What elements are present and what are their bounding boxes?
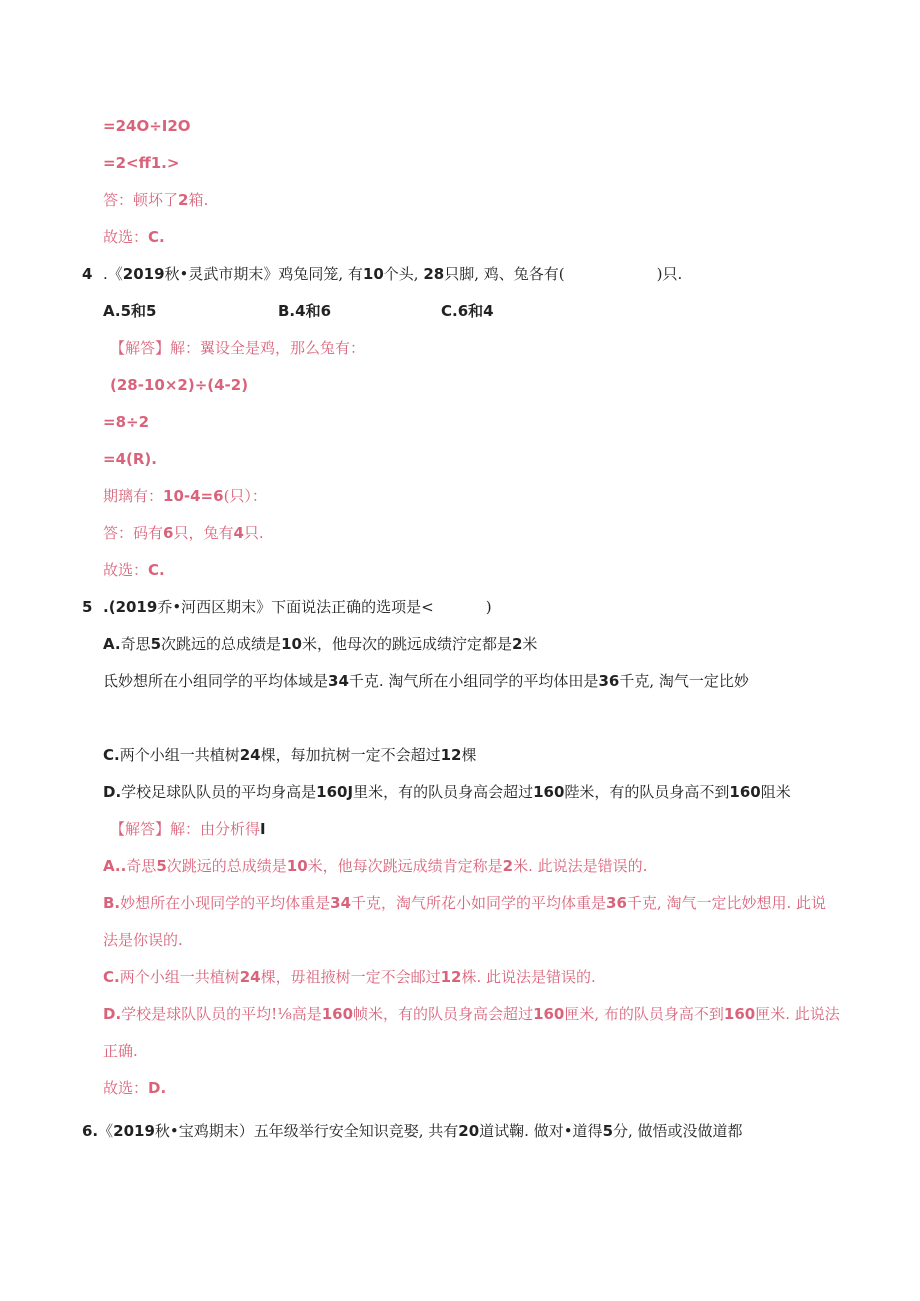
answer-unit: 箱. [188, 191, 209, 209]
q6-points: 5 [602, 1122, 613, 1140]
answer-line [103, 190, 208, 210]
q6-text-part: 《 [98, 1122, 114, 1140]
q6-year: 2019 [113, 1122, 155, 1140]
q4-text-part: 秋•灵武市期末》鸡兔同笼, 有 [164, 265, 363, 283]
q5-sol-num: 160 [533, 1005, 565, 1023]
q4-text-part: 只脚, 鸡、兔各有( [444, 265, 565, 283]
q5-solution-b [103, 893, 826, 913]
q4-answer-num: 6 [163, 524, 174, 542]
q5-opt-num: 10 [281, 635, 302, 653]
q4-year: 2019 [122, 265, 165, 283]
q5-sol-text: 米. 此说法是错误的. [513, 857, 648, 875]
q5-sol-letter: D. [103, 1005, 122, 1023]
q5-sol-text: 帧米，有的队员身高会超过 [353, 1005, 534, 1023]
q5-sol-text: 米，他每次跳远成绩肯定称是 [307, 857, 503, 875]
q5-opt-text: 阻米 [760, 783, 791, 801]
q4-text-part: .《 [103, 265, 123, 283]
q5-sol-text: 棵，毋祖掖树一定不会邮过 [260, 968, 441, 986]
q5-sol-text: 株. 此说法是错误的. [461, 968, 596, 986]
q5-solution-a [103, 856, 647, 876]
q5-opt-text: 奇思 [120, 635, 151, 653]
q4-answer-num: 4 [233, 524, 244, 542]
q4-choice-value: C. [148, 561, 165, 579]
question-4-number: 4 [82, 265, 93, 283]
q5-opt-text: 次跳远的总成绩是 [161, 635, 282, 653]
q4-answer-text: 只. [243, 524, 264, 542]
q5-sol-num: 36 [606, 894, 627, 912]
q4-solution-chickens [103, 486, 267, 506]
q4-answer-text: 只，兔有 [173, 524, 234, 542]
choice-label: 故选： [103, 228, 149, 246]
calc-line-2: =2<ff1.> [103, 154, 180, 172]
q5-sol-text: 学校是球队队员的平均!⅛高是 [121, 1005, 322, 1023]
q5-text-part: 乔•河西区期末》下面说法正确的选项是< [157, 598, 434, 616]
q5-opt-num: 160 [533, 783, 565, 801]
question-5-number: 5 [82, 598, 93, 616]
question-5-text [103, 597, 492, 617]
q5-solution-d [103, 1004, 840, 1024]
q5-opt-num: 36 [598, 672, 620, 690]
q5-opt-text: 米 [522, 635, 538, 653]
q5-opt-text: 千克. 淘气所在小组同学的平均体田是 [348, 672, 599, 690]
q5-sol-letter: B. [103, 894, 121, 912]
q5-solution-c [103, 967, 596, 987]
q4-answer-text: 答：码有 [103, 524, 164, 542]
choice-line [103, 227, 165, 247]
q5-opt-text: 里米，有的队员身高会超过 [353, 783, 534, 801]
choice-value: C. [148, 228, 165, 246]
q5-solution-d-cont: 正确. [103, 1042, 138, 1060]
q5-text-part: .( [103, 598, 116, 616]
calc-line-1: =24O÷I2O [103, 117, 191, 135]
q5-sol-num: 2 [502, 857, 514, 875]
q5-opt-num: 12 [440, 746, 462, 764]
q5-choice-label: 故选： [103, 1079, 149, 1097]
q5-sol-num: 5 [156, 857, 167, 875]
q5-sol-text: 千克, 淘气一定比妙想用. 此说 [626, 894, 826, 912]
q5-choice-value: D. [148, 1079, 167, 1097]
q6-text-part: 道试鞠. 做对•道得 [479, 1122, 603, 1140]
q4-feet: 28 [423, 265, 445, 283]
q5-solution-intro [110, 819, 266, 839]
question-4-text [103, 264, 682, 284]
answer-text: 答：顿坏了 [103, 191, 179, 209]
q5-opt-letter: C. [103, 746, 120, 764]
q4-sol-text: 期璃有： [103, 487, 164, 505]
q4-text-part: )只. [656, 265, 683, 283]
q5-sol-num: 12 [440, 968, 462, 986]
q4-heads: 10 [362, 265, 384, 283]
q5-opt-text: 棵，每加抗树一定不会超过 [260, 746, 441, 764]
q5-opt-num: 160 [729, 783, 761, 801]
q5-option-c [103, 745, 477, 765]
q5-opt-text: 氐妙想所在小组同学的平均体域是 [103, 672, 329, 690]
q5-sol-num: 160 [723, 1005, 756, 1023]
q5-sol-text: 千克，淘气所花小如同学的平均体重是 [351, 894, 607, 912]
q5-option-d [103, 782, 791, 802]
q6-text-part: 分, 做悟或没做道都 [613, 1122, 743, 1140]
q5-opt-num: 160J [316, 783, 354, 801]
q5-opt-text: 学校足球队队员的平均身高是 [121, 783, 317, 801]
q4-option-c: C.6和4 [441, 302, 494, 320]
question-6-text [82, 1121, 743, 1141]
q5-sol-text: 奇思 [126, 857, 157, 875]
question-6-number: 6. [82, 1122, 99, 1140]
q4-solution-step-1: =8÷2 [103, 413, 150, 431]
q5-sol-text: 匣米, 布的队员身高不到 [564, 1005, 724, 1023]
q4-solution-step-2: =4(R). [103, 450, 157, 468]
q5-year: 2019 [115, 598, 158, 616]
q5-sol-num: 24 [239, 968, 261, 986]
q5-sol-num: 34 [330, 894, 352, 912]
q5-option-a [103, 634, 537, 654]
q5-choice [103, 1078, 166, 1098]
q5-sol-num: 160 [321, 1005, 354, 1023]
q5-opt-text: 陛米，有的队员身高不到 [564, 783, 730, 801]
q4-text-part: 个头, [383, 265, 424, 283]
q5-opt-text: 两个小组一共植树 [119, 746, 240, 764]
q5-opt-num: 34 [328, 672, 349, 690]
q5-opt-text: 棵 [461, 746, 477, 764]
q5-opt-letter: A. [103, 635, 121, 653]
q4-answer [103, 523, 264, 543]
q5-opt-num: 2 [511, 635, 523, 653]
q5-opt-letter: D. [103, 783, 122, 801]
q5-opt-text: 千克, 淘气一定比妙 [619, 672, 749, 690]
q4-solution-intro: 【解答】解：翼设全是鸡，那么兔有： [110, 339, 366, 357]
q4-choice [103, 560, 165, 580]
q5-sol-mark: I [260, 820, 266, 838]
q5-sol-text: 次跳远的总成绩是 [166, 857, 287, 875]
q5-sol-letter: C. [103, 968, 120, 986]
q5-sol-text: 【解答】解：由分析得 [110, 820, 261, 838]
q5-opt-num: 24 [239, 746, 261, 764]
answer-number: 2 [178, 191, 189, 209]
q5-opt-text: 米，他母次的跳远成绩泞定都是 [301, 635, 512, 653]
q6-text-part: 秋•宝鸡期末）五年级举行安全知识竞娶, 共有 [154, 1122, 459, 1140]
q5-sol-num: 10 [286, 857, 308, 875]
q4-choice-label: 故选： [103, 561, 149, 579]
q5-sol-letter: A.. [103, 857, 127, 875]
q5-sol-text: 匣米. 此说法 [755, 1005, 840, 1023]
q4-sol-text: (只）： [223, 487, 267, 505]
q4-option-a: A.5和5 [103, 302, 157, 320]
q4-solution-expr: (28-10×2)÷(4-2) [110, 376, 249, 394]
q4-option-b: B.4和6 [278, 302, 332, 320]
q5-opt-num: 5 [150, 635, 162, 653]
q5-solution-b-cont: 法是你误的. [103, 931, 183, 949]
q5-text-part: ) [485, 598, 492, 616]
q5-option-b [103, 671, 749, 691]
q5-sol-text: 妙想所在小现同学的平均体重是 [120, 894, 331, 912]
q4-sol-expr: 10-4=6 [163, 487, 224, 505]
q5-sol-text: 两个小组一共植树 [119, 968, 240, 986]
q6-count: 20 [458, 1122, 480, 1140]
